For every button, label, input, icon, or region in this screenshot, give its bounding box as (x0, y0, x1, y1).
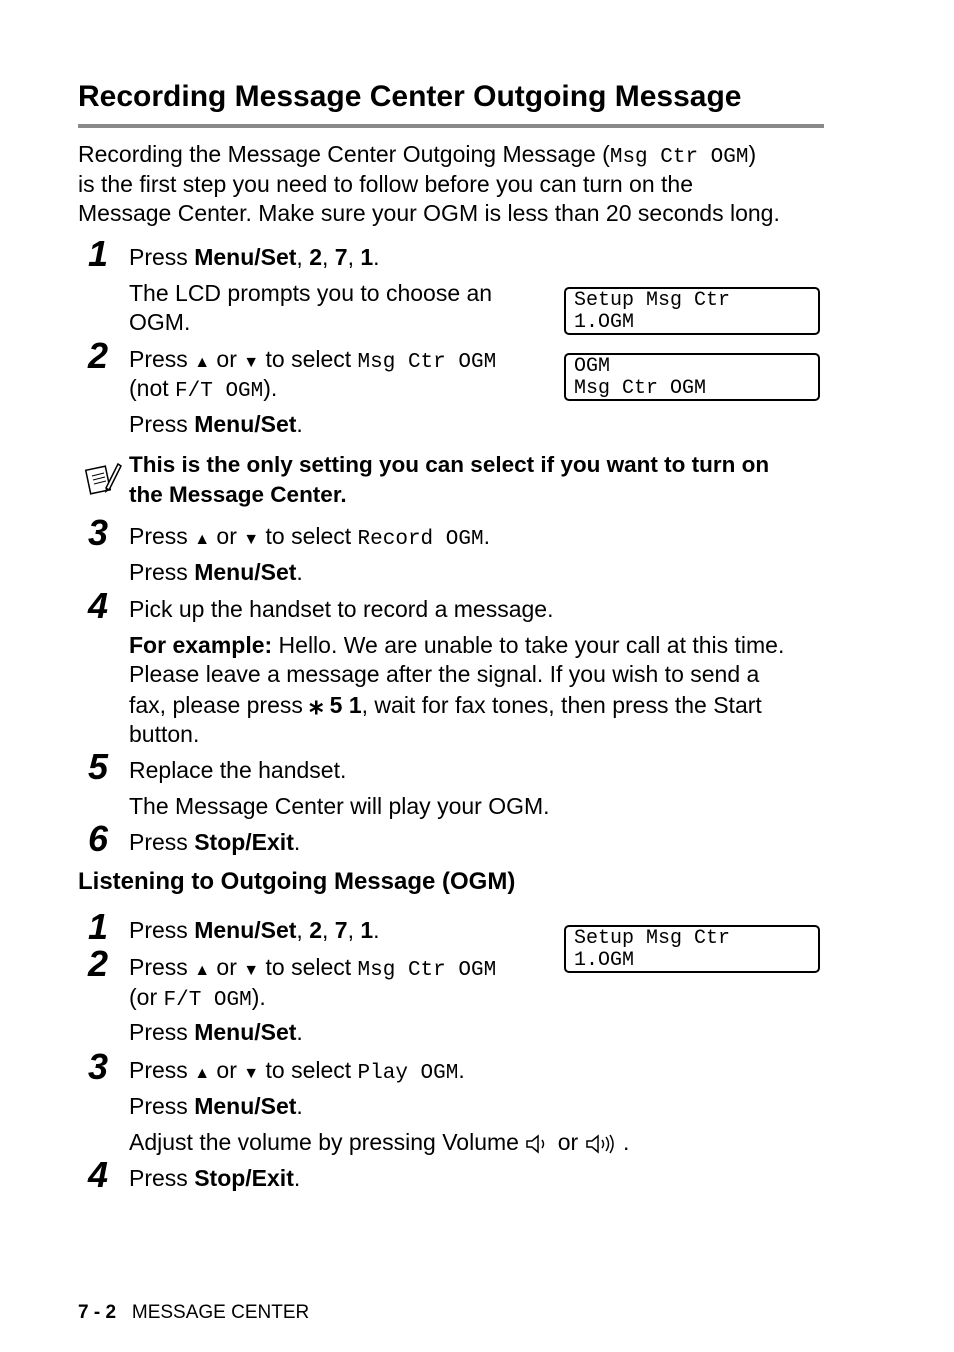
step-2-text: Press ▲ or ▼ to select Msg Ctr OGM (129, 346, 497, 374)
intro-line-2: is the first step you need to follow before you can turn on the (78, 171, 693, 197)
section-heading: Listening to Outgoing Message (OGM) (78, 868, 516, 895)
example-line-3: fax, please press ⁎ 5 1, wait for fax tones, then press the Start (129, 688, 762, 719)
step-2-note: (not F/T OGM). (129, 375, 278, 403)
step-5-detail: The Message Center will play your OGM. (129, 793, 550, 819)
listen-step-2-note: (or F/T OGM). (129, 984, 266, 1012)
page-title: Recording Message Center Outgoing Message (78, 80, 742, 113)
lcd-display: Setup Msg Ctr 1.OGM (564, 287, 820, 335)
step-number: 1 (88, 233, 109, 274)
up-arrow-icon: ▲ (194, 354, 211, 371)
down-arrow-icon: ▼ (243, 1065, 260, 1082)
step-5-text: Replace the handset. (129, 757, 347, 783)
lcd-display: Setup Msg Ctr 1.OGM (564, 925, 820, 973)
page-footer: 7 - 2 MESSAGE CENTER (78, 1302, 310, 1323)
note-line-1: This is the only setting you can select if you want to turn on (129, 452, 770, 477)
step-number: 4 (88, 585, 109, 626)
step-2-press: Press Menu/Set. (129, 411, 303, 437)
step-number: 6 (88, 818, 109, 859)
step-number: 1 (88, 906, 109, 947)
step-4-text: Pick up the handset to record a message. (129, 596, 554, 622)
lcd-display: OGM Msg Ctr OGM (564, 353, 820, 401)
step-6-text: Press Stop/Exit. (129, 829, 301, 855)
down-arrow-icon: ▼ (243, 531, 260, 548)
listen-step-1-text: Press Menu/Set, 2, 7, 1. (129, 917, 380, 943)
title-rule (78, 124, 824, 128)
intro-line-3: Message Center. Make sure your OGM is less than 20 seconds long. (78, 200, 780, 226)
note-pencil-icon (84, 458, 122, 498)
listen-step-2-press: Press Menu/Set. (129, 1019, 303, 1045)
step-number: 2 (88, 943, 109, 984)
intro-line-1: Recording the Message Center Outgoing Message (Msg Ctr OGM) (78, 141, 757, 169)
example-line-4: button. (129, 721, 200, 747)
step-number: 4 (88, 1154, 109, 1195)
example-line-2: Please leave a message after the signal. If you wish to send a (129, 661, 760, 687)
step-3-text: Press ▲ or ▼ to select Record OGM. (129, 523, 490, 551)
volume-instruction: Adjust the volume by pressing Volume or . (129, 1129, 630, 1155)
step-number: 2 (88, 335, 109, 376)
step-1-detail-2: OGM. (129, 309, 191, 335)
down-arrow-icon: ▼ (243, 354, 260, 371)
example-line-1: For example: Hello. We are unable to take your call at this time. (129, 632, 785, 658)
note-line-2: the Message Center. (129, 482, 347, 507)
star-key-icon: ⁎ (309, 688, 324, 719)
step-1-text: Press Menu/Set, 2, 7, 1. (129, 244, 380, 270)
step-number: 3 (88, 512, 109, 553)
listen-step-4-text: Press Stop/Exit. (129, 1165, 301, 1191)
step-1-detail-1: The LCD prompts you to choose an (129, 280, 493, 306)
up-arrow-icon: ▲ (194, 962, 211, 979)
step-number: 3 (88, 1046, 109, 1087)
volume-high-icon (585, 1133, 617, 1155)
down-arrow-icon: ▼ (243, 962, 260, 979)
listen-step-2-text: Press ▲ or ▼ to select Msg Ctr OGM (129, 954, 497, 982)
listen-step-3-press: Press Menu/Set. (129, 1093, 303, 1119)
up-arrow-icon: ▲ (194, 1065, 211, 1082)
up-arrow-icon: ▲ (194, 531, 211, 548)
volume-low-icon (525, 1133, 551, 1155)
step-3-press: Press Menu/Set. (129, 559, 303, 585)
step-number: 5 (88, 746, 109, 787)
listen-step-3-text: Press ▲ or ▼ to select Play OGM. (129, 1057, 465, 1085)
